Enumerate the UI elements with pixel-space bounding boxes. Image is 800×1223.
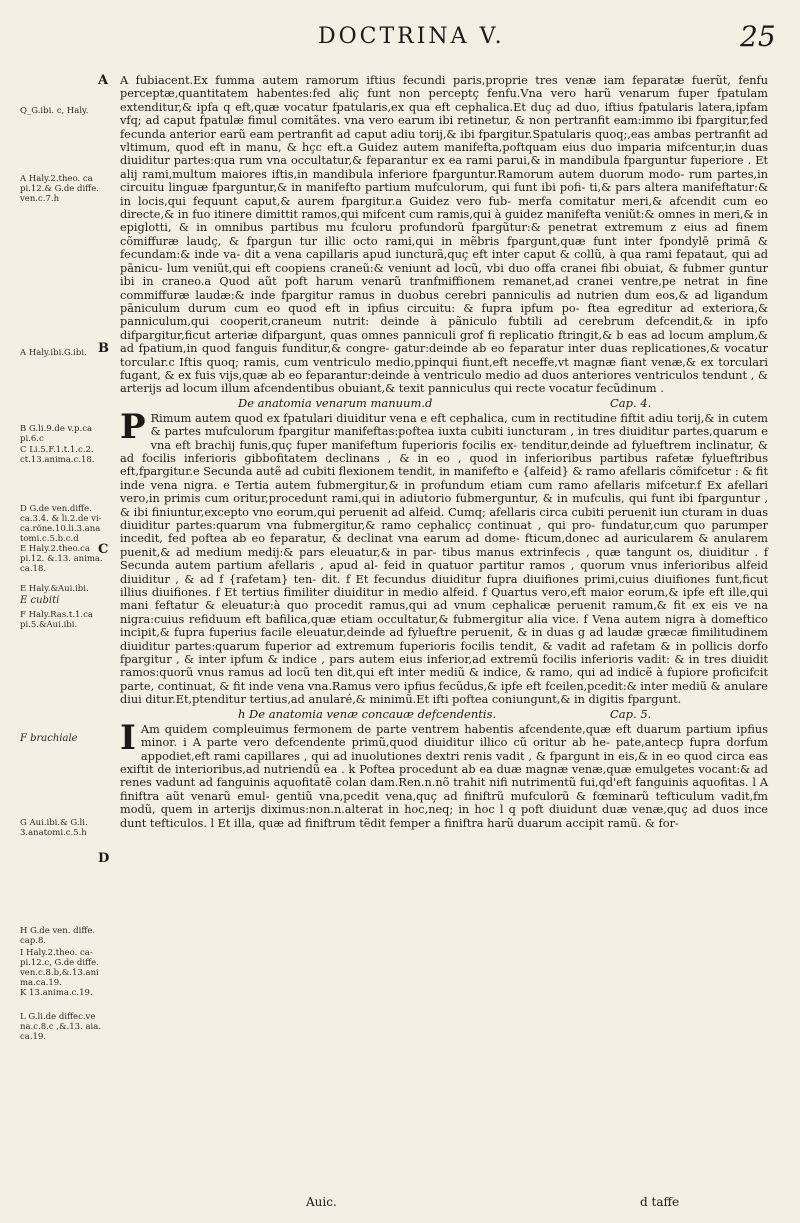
chapter-number: Cap. 4. <box>610 395 652 410</box>
margin-note: K 13.anima.c.19. <box>20 988 93 998</box>
margin-note: D G.de ven.diffe. ca.3.4. & li.2.de vi- ca.rõne.10.li.3.ana tomi.c.5.b.c.d <box>20 504 102 544</box>
margin-note: A Haly.2.theo. ca pi.12.& G.de diffe. ven.c.7.h <box>20 174 99 204</box>
margin-note: F Haly.Ras.t.1.ca pi.5.&Aui.ibi. <box>20 610 93 630</box>
catchword: Auic. <box>306 1195 337 1209</box>
margin-note: I Haly.2.theo. ca- pi.12.c, G.de diffe. ven.c.8.b,&.13.ani ma.ca.19. <box>20 948 99 988</box>
chapter-number: Cap. 5. <box>610 706 652 721</box>
margin-note: F brachiale <box>20 733 78 744</box>
chapter-title: De anatomia venarum manuum.d <box>238 395 433 410</box>
section-mark: D <box>98 851 110 866</box>
margin-note: Q_G.ibi. c, Haly. <box>20 106 89 116</box>
chapter-heading-4 <box>120 397 768 411</box>
main-text <box>98 73 768 866</box>
section-mark: A <box>98 73 109 88</box>
margin-note: B G.li.9.de v.p.ca pi.6.c <box>20 424 93 444</box>
section-mark: B <box>98 341 109 356</box>
margin-note: E cubiti <box>20 595 60 606</box>
section-mark: C <box>98 542 109 557</box>
margin-note: C Li.5.F.1.t.1.c.2. ct.13.anima.c.18. <box>20 445 95 465</box>
margin-note: G Aui.ibi.& G.li. 3.anatomi.c.5.h <box>20 818 88 838</box>
chapter-title: h De anatomia venæ concauæ defcendentis. <box>238 706 497 721</box>
signature-mark: d taffe <box>640 1195 680 1209</box>
drop-capital: P <box>120 406 146 447</box>
running-head: DOCTRINA V. <box>318 24 505 49</box>
margin-note: L G.li.de diffec.ve na.c.8.c ,&.13. aia. ca.19. <box>20 1012 102 1042</box>
paragraph-text: Am quidem compleuimus fermonem de parte ventrem habentis afcendente,quæ eft duarum partium ipfius minor. i A parte vero defcendente primũ,quod diuiditur illico cũ oritur ab he- pate,antecp fupra dorfum appodiet,eft rami capillares , qui ad inuolutiones dextri renis vadit , & fpargunt in eis,& in eo quod circa eas exiftit de interioribus,ad nutriendũ ea . k Poftea procedunt ab ea duæ magnæ venæ,quæ emulgetes vocant:& ad renes vadunt ad fanguinis aquofitatẽ colan dam.Ren.n.nõ trahit nifi nutrimentũ fui,qd'eft fanguinis aquofitas. l A finiftra aũt venarũ emul- gentiũ vna,pcedit vena,quç ad finiftrũ mufculorũ & fœminarũ tefticulum vadit,fm modũ, quem in arterijs diximus:non.n.alterat in hoc,neq; in hoc l q poft diuidunt duæ venæ,quç ad duos ince dunt tefticulos. l Et illa, quæ ad finiftrum tẽdit femper a finiftra harũ duarum accipit ramũ. & for- <box>120 722 768 830</box>
margin-note: E Haly.2.theo.ca pi.12. &.13. anima. ca.18. <box>20 544 103 574</box>
folio-number: 25 <box>740 20 776 53</box>
paragraph-3 <box>120 717 768 830</box>
chapter-heading-5 <box>120 708 768 722</box>
margin-note: H G.de ven. diffe. cap.8. <box>20 926 96 946</box>
catchword-line <box>120 1195 768 1211</box>
drop-capital: I <box>120 717 136 758</box>
paragraph-2 <box>120 406 768 707</box>
margin-note: E Haly.&Aui.ibi. <box>20 584 89 594</box>
page-header <box>0 18 800 68</box>
paragraph-text: Rimum autem quod ex fpatulari diuiditur vena e eft cephalica, cum in rectitudine fiftit adiu torij,& in cutem & partes mufculorum fpargitur manifeftas:poftea iuxta cubiti iuncturam , in tres diuiditur partes,quarum e vna eft brachij funis,quç fuper manifeftum fuperioris focilis ex- tenditur,deinde ad fylueftrem inclinatur, & ad focilis inferioris gibbofitatem declinans , & in eo , quod in inferioribus partibus rafetæ fylueftribus eft,fpargitur.e Secunda autẽ ad cubiti flexionem tendit, in manifefto e {alfeid} & ramo afellaris cõmifcetur : & fit inde vena nigra. e Tertia autem fubmergitur,& in profundum etiam cum ramo afellaris mifcetur.f Ex afellari vero,in primis cum oritur,procedunt rami,qui in adiutorio fubmerguntur, & in mufculis, qui funt ibi fparguntur , & ibi finiuntur,excepto vno eorum,qui peruenit ad alfeid. Cumq; afellaris circa cubiti peruenit iun cturam in duas diuiditur partes:quarum vna fubmergitur,& ramo cephalicç continuat , qui pro- fundatur,cum quo parumper incedit, fed poftea ab eo feparatur, & declinat vna earum ad dome- fticum,donec ad auricularem & anularem puenit,& ad medium medij:& pars eleuatur,& in par- tibus manus extrinfecis , quæ tangunt os, diuiditur . f Secunda autem partium afellaris , apud al- feid in quatuor partitur ramos , quorum vnus inferioribus alfeid diuiditur , & ad f {rafetam} ten- dit. f Et fecundus diuiditur fupra diuifiones primi,cuius diuifiones funt,ficut illius diuifiones. f Et tertius fimiliter diuiditur in medio alfeid. f Quartus vero,eft maior eorum,& ipfe eft ille,qui mani feftatur & eleuatur:à quo procedit ramus,qui ad vnum cephalicæ peruenit ramum,& fit ex eis ve na nigra:cuius refiduum eft bafilica,quæ etiam occultatur,& fubmergitur alia vice. f Vena autem nigra à domeftico incipit,& fupra fuperius facile eleuatur,deinde ad fylueftre peruenit, & in duas g ad laudæ græcæ fimilitudinem diuiditur partes:quarum fuperior ad extremum fuperioris focilis tendit, & vadit ad rafetam & in pollicis dorfo fpargitur , & inter ipfum & indice , pars autem eius inferior,ad extremũ focilis inferioris vadit: & in tres diuidit ramos:quorũ vnus ramus ad locũ ten dit,qui eft inter mediũ & indice, & ramo, qui ad indicẽ à fupiore proficifcit parte, continuat, & fit inde vena vna.Ramus vero ipfius fecũdus,& ipfe eft fceilen,pcedit:& inter mediũ & anulare diui ditur.Et,ptenditur tertius,ad anularé,& minimũ.Et ifti poftea coniungunt,& in digitis fpargunt. <box>120 411 768 707</box>
paragraph-1: A fubiacent.Ex fumma autem ramorum iftius fecundi paris,proprie tres venæ iam feparatæ fuerũt, fenfu perceptæ,quantitatem habentes:fed aliç funt non perceptç fenfu.Vna vero harũ venarum fuper fpatulam extenditur,& ipfa q eft,quæ vocatur fpatularis,ex qua eft cephalica.Et duç ad duo, iftius fpatularis latera,ipfam vfq; ad caput fpatulæ fimul comitãtes. vna vero earum ibi retinetur, & non pertranfit eam:immo ibi fpargitur,fed fecunda anterior earũ eam pertranfit ad caput adiu torij,& ibi fpargitur.Spatularis quoq;,eas ambas pertranfit ad vltimum, quod eft in manu, & hçc eft.a Guidez autem manifefta,poftquam eius duo imparia mifcentur,in duas diuiditur partes:qua rum vna occultatur,& feparantur ex ea rami parui,& in mandibula fparguntur fuperiore . Et alij rami,multum maiores iftis,in mandibula inferiore fparguntur.Ramorum autem duorum modo- rum partes,in circuitu linguæ fparguntur,& in manifefto partium mufculorum, qui funt ibi pofi- ti,& pars altera manifeftatur:& in locis,qui fequunt caput,& aurem fpargitur.a Guidez vero fub- merfa comitatur meri,& afcendit cum eo directe,& in fuo itinere dimittit ramos,qui mifcent cum ramis,qui à guidez manifefta veniũt:& omnes in meri,& in epiglotti, & in omnibus partibus mu fculoru profundorũ fpargũtur:& penetrat extremum z eius ad finem cõmiffuræ laudç, & fpargun tur illic octo rami,qui in mẽbris fpargunt,quæ funt inter fpondylē primā & fecundam:& inde va- dit a vena capillaris apud iuncturã,quç eft inter caput & collũ, à qua rami fepataut, qui ad pãnicu- lum veniũt,qui eft coopiens craneũ:& veniunt ad locũ, vbi duo offa cranei fibi obuiat, & fubmer guntur ibi in craneo.a Quod aũt poft harum venarũ tranfmiffionem remanet,ad cranei ventre,pe netrat in fine commiffuræ laudæ:& inde fpargitur ramus in duobus cerebri panniculis ad nutrien dum eos,& ad ligandum pãniculum durum cum eo quod eft in ipfius circuitu: & fupra ipfum po- ftea egreditur ad exteriora,& panniculum,qui cooperit,craneum nutrit: deinde à pãniculo fubtili ad cerebrum defcendit,& in ipfo difpargitur,ficut arteriæ difpargunt, quas omnes panniculi grof fi replicatio ftringit,& b eas ad locum amplum,& ad fpatium,in quod fanguis funditur,& congre- gatur:deinde ab eo feparatur inter duas replicationes,& vocatur torcular.c Iftis quoq; ramis, cum ventriculo medio,ppinqui fiunt,eft neceffe,vt magnæ fiant venæ,& ex torculari fugant, & ex fuis vijs,quæ ab eo feparantur:deinde à ventriculo medio ad duos anteriores ventriculos tendunt , & arterijs ad locum illum afcendentibus obuiant,& texit panniculus qui recte vocatur fecũdinum . <box>120 74 768 396</box>
margin-note: A Haly.ibi.G.ibi. <box>20 348 87 358</box>
